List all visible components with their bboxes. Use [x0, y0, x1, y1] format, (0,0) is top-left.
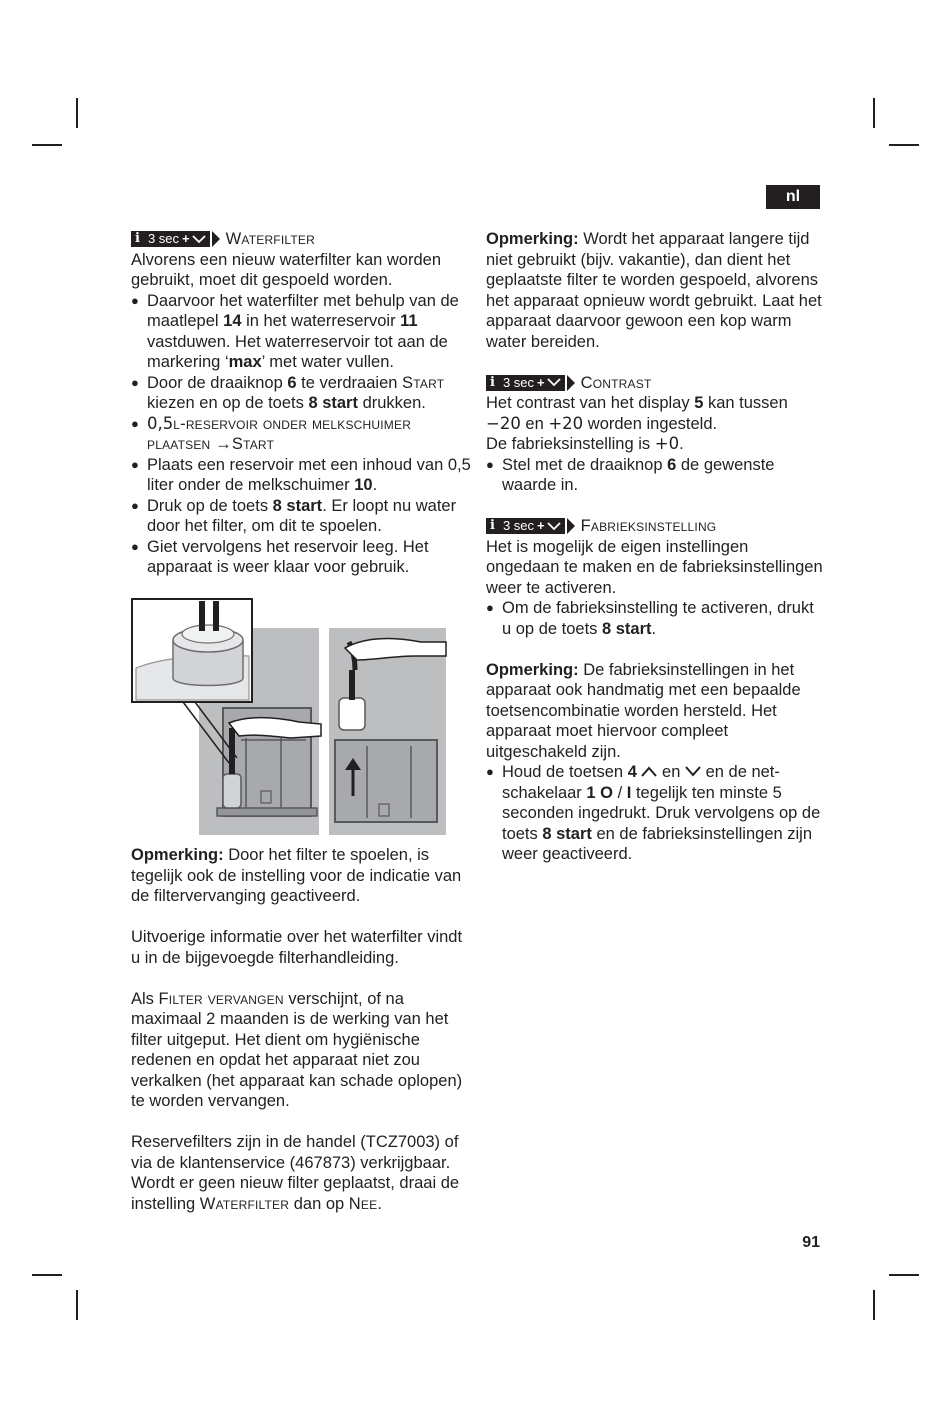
chevron-up-icon: [641, 766, 657, 777]
list-item: ● 0,5l-reservoir onder melkschuimer plaatsen →Start: [131, 414, 471, 455]
reserve-paragraph: Reservefilters zijn in de handel (TCZ7003) of via de klantenservice (467873) verkrijgbaar. Wordt er geen nieuw filter geplaatst, draai de instelling Waterfilter dan op Nee.: [131, 1133, 460, 1213]
note-paragraph: Opmerking: De fabrieksinstellingen in het apparaat ook handmatig met een bepaalde toetsencombinatie worden hersteld. Het apparaat moet hiervoor compleet uitgeschakeld zijn.: [486, 660, 801, 761]
right-column: [486, 229, 826, 865]
replace-paragraph: Als Filter vervangen verschijnt, of na maximaal 2 maanden is de werking van het filter uitgeput. Het dient om hygiënische redenen en opdat het apparaat niet zou verkalken (het apparaat kan schade oplopen) te worden vervangen.: [131, 989, 463, 1110]
section-heading-contrast: [486, 373, 826, 394]
list-item: ● Daarvoor het waterfilter met behulp van de maatlepel 14 in het waterreservoir 11 vastduwen. Het waterreservoir tot aan de markering ‘max’ met water vullen.: [131, 291, 471, 373]
menu-badge: [486, 518, 565, 534]
language-tab: nl: [766, 185, 820, 209]
chevron-down-icon: [192, 235, 206, 244]
filter-illustration: [131, 598, 447, 838]
badge-time: 3 sec: [147, 231, 180, 246]
intro-text: Alvorens een nieuw waterfilter kan worden gebruikt, moet dit gespoeld worden.: [131, 250, 441, 289]
list-item: ● Stel met de draaiknop 6 de gewenste waarde in.: [486, 455, 826, 496]
arrow-right-icon: [212, 231, 220, 247]
info-icon: i: [490, 518, 495, 533]
list-item: ● Houd de toetsen 4 en en de netschakelaar 1 O / I tegelijk ten minste 5 seconden ingedrukt. Druk vervolgens op de toets 8 start en de fabrieksinstellingen zijn weer geactiveerd.: [486, 762, 826, 865]
chevron-down-icon: [547, 522, 561, 531]
instruction-list: [131, 291, 471, 578]
menu-badge: [486, 375, 565, 391]
contrast-default: De fabrieksinstelling is +0.: [486, 434, 684, 453]
crop-mark: [889, 144, 919, 146]
crop-mark: [32, 144, 62, 146]
left-column: [131, 229, 471, 578]
contrast-range: −20 en +20 worden ingesteld.: [486, 413, 718, 433]
badge-plus: +: [182, 231, 190, 246]
detail-inset: [132, 599, 252, 702]
note-paragraph: Opmerking: Wordt het apparaat langere tijd niet gebruikt (bijv. vakantie), dan dient het geplaatste filter te worden gespoeld, alvorens het apparaat opnieuw wordt gebruikt. Laat het apparaat daarvoor gewoon een kop warm water bereiden.: [486, 230, 822, 351]
list-item: ● Door de draaiknop 6 te verdraaien Start kiezen en op de toets 8 start drukken.: [131, 373, 471, 414]
arrow-right-icon: [567, 518, 575, 534]
crop-mark: [76, 98, 78, 128]
heading-text: Contrast: [580, 373, 652, 392]
arrow-right-icon: [567, 375, 575, 391]
crop-mark: [873, 1290, 875, 1320]
badge-time: 3 sec: [502, 518, 535, 533]
list-item: ● Giet vervolgens het reservoir leeg. Het apparaat is weer klaar voor gebruik.: [131, 537, 471, 578]
crop-mark: [873, 98, 875, 128]
crop-mark: [889, 1274, 919, 1276]
instruction-list: [486, 762, 826, 865]
section-heading-waterfilter: [131, 229, 471, 250]
info-icon: i: [490, 374, 495, 390]
badge-time: 3 sec: [502, 374, 535, 390]
note-paragraph: Opmerking: Door het filter te spoelen, is tegelijk ook de instelling voor de indicatie van de filtervervanging geactiveerd.: [131, 846, 462, 905]
section-heading-factory: [486, 516, 826, 537]
menu-badge: [131, 231, 210, 247]
badge-plus: +: [537, 518, 545, 533]
instruction-list: [486, 598, 826, 639]
left-column-lower: [131, 845, 471, 1214]
info-icon: i: [135, 231, 140, 246]
badge-plus: +: [537, 374, 545, 390]
page-number: 91: [802, 1234, 820, 1251]
list-item: ● Om de fabrieksinstelling te activeren, drukt u op de toets 8 start.: [486, 598, 826, 639]
info-paragraph: Uitvoerige informatie over het waterfilter vindt u in de bijgevoegde filterhandleiding.: [131, 928, 463, 967]
heading-text: Waterfilter: [225, 230, 315, 248]
heading-text: Fabrieksinstelling: [580, 517, 717, 535]
list-item: ● Druk op de toets 8 start. Er loopt nu water door het filter, om dit te spoelen.: [131, 496, 471, 537]
factory-intro: Het is mogelijk de eigen instellingen ongedaan te maken en de fabrieksinstellingen weer te activeren.: [486, 537, 823, 597]
contrast-text: Het contrast van het display 5 kan tussen: [486, 394, 788, 412]
water-reservoir-right: [335, 740, 437, 822]
crop-mark: [32, 1274, 62, 1276]
chevron-down-icon: [685, 766, 701, 777]
list-item: ● Plaats een reservoir met een inhoud van 0,5 liter onder de melkschuimer 10.: [131, 455, 471, 496]
crop-mark: [76, 1290, 78, 1320]
chevron-down-icon: [547, 378, 561, 387]
instruction-list: [486, 455, 826, 496]
